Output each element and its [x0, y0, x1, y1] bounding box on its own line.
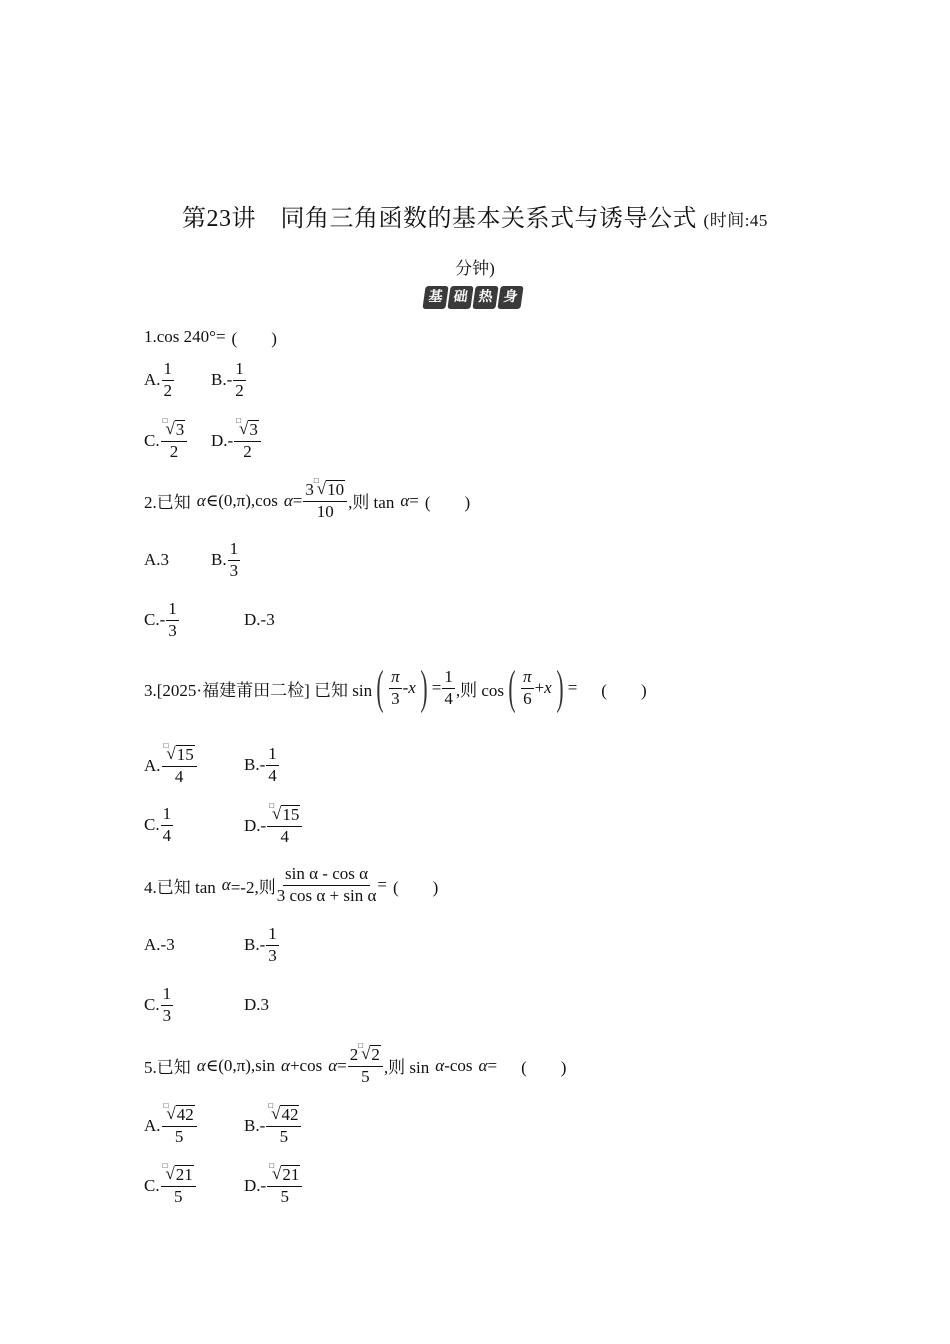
var-alpha: α — [328, 1055, 338, 1075]
var-x: x — [544, 678, 552, 697]
fraction — [266, 1101, 301, 1146]
fraction — [521, 668, 534, 708]
q2-option-b[interactable] — [211, 540, 241, 580]
radicand: 21 — [175, 1165, 193, 1184]
question-4 — [144, 865, 438, 905]
var-alpha: α — [400, 490, 410, 510]
q2-option-c[interactable] — [144, 600, 180, 640]
text: = — [567, 678, 578, 697]
denominator: 3 — [162, 1005, 172, 1025]
option-label: B.- — [244, 755, 266, 775]
var-alpha: α — [221, 875, 231, 895]
text: = — [431, 678, 442, 697]
q1-option-d[interactable] — [211, 416, 262, 461]
denominator: 2 — [243, 441, 252, 461]
numerator: 1 — [266, 925, 279, 946]
denominator: 2 — [235, 380, 244, 400]
radicand: 21 — [282, 1165, 300, 1184]
denominator: 5 — [279, 1126, 289, 1146]
fraction — [266, 925, 279, 965]
denominator: 5 — [280, 1186, 290, 1206]
text: -cos — [444, 1055, 473, 1075]
sqrt: □ √ 3 — [236, 416, 258, 439]
radicand: 10 — [327, 480, 345, 499]
numerator: 1 — [166, 600, 179, 621]
fraction — [348, 1041, 383, 1086]
q5-option-a[interactable] — [144, 1101, 198, 1146]
option-label: D.- — [244, 815, 267, 835]
radicand: 15 — [282, 805, 300, 824]
badge-char: 基 — [422, 286, 448, 309]
page-title — [0, 198, 950, 233]
fraction — [277, 865, 377, 905]
denominator: 4 — [162, 825, 172, 845]
denominator: 5 — [173, 1186, 183, 1206]
option-label: B. — [211, 550, 227, 570]
text: = — [409, 490, 419, 510]
text: = — [337, 1055, 347, 1075]
denominator: 4 — [268, 765, 277, 785]
fraction — [234, 416, 261, 461]
option-label: C. — [144, 430, 160, 450]
q3-option-d[interactable] — [244, 801, 303, 846]
badge-char: 热 — [472, 286, 498, 309]
denominator: 5 — [174, 1126, 184, 1146]
option-label: C. — [144, 995, 160, 1015]
denominator: 10 — [316, 501, 334, 521]
numerator: π — [521, 668, 534, 689]
q2-option-d[interactable]: D.-3 — [244, 610, 275, 629]
text: ,则 sin — [383, 1058, 430, 1078]
var-alpha: α — [478, 1055, 488, 1075]
var-alpha: α — [435, 1055, 445, 1075]
var-x: x — [408, 678, 416, 697]
q4-option-d[interactable]: D.3 — [244, 995, 270, 1014]
numerator: 1 — [442, 668, 455, 689]
radicand: 42 — [176, 1105, 194, 1124]
numerator: 1 — [161, 805, 174, 826]
option-label: D.- — [244, 1175, 267, 1195]
option-label: C. — [144, 815, 160, 835]
text: ∈(0,π),cos — [205, 490, 278, 510]
sqrt: □ √ 2 — [358, 1041, 380, 1064]
text: ∈(0,π),sin — [205, 1055, 276, 1075]
text: = — [487, 1055, 498, 1075]
var-alpha: α — [196, 1055, 206, 1075]
var-alpha: α — [283, 490, 293, 510]
denominator: 3 cos α + sin α — [276, 885, 377, 905]
numerator: 1 — [228, 540, 241, 561]
text: =-2,则 — [230, 877, 276, 897]
fraction — [166, 600, 179, 640]
text: 2.已知 — [144, 493, 191, 513]
fraction — [161, 416, 188, 461]
answer-blank: ( ) — [392, 877, 439, 897]
sqrt: □ √ 15 — [269, 801, 300, 824]
fraction — [442, 668, 455, 708]
numerator: π — [389, 668, 402, 689]
radicand: 2 — [371, 1045, 380, 1064]
text: 4.已知 tan — [144, 877, 216, 897]
answer-blank: ( ) — [424, 493, 471, 513]
option-label: A. — [144, 755, 161, 775]
fraction — [266, 745, 279, 785]
option-label: D.- — [211, 430, 234, 450]
q4-option-c[interactable] — [144, 985, 174, 1025]
q5-option-c[interactable] — [144, 1161, 197, 1206]
radicand: 15 — [176, 745, 194, 764]
denominator: 3 — [268, 945, 277, 965]
fraction — [161, 805, 174, 845]
badge-char: 础 — [447, 286, 473, 309]
text: 5.已知 — [144, 1058, 191, 1078]
fraction — [161, 985, 174, 1025]
text: + — [534, 678, 545, 697]
denominator: 4 — [280, 826, 290, 846]
fraction — [267, 801, 302, 846]
answer-blank: ( ) — [601, 680, 647, 700]
option-label: B.- — [244, 935, 266, 955]
denominator: 2 — [163, 380, 173, 400]
title-time-cont: 分钟) — [455, 259, 495, 278]
fraction — [228, 540, 241, 580]
numerator: sin α - cos α — [283, 865, 370, 886]
q3-option-b[interactable] — [244, 745, 280, 785]
numerator: 1 — [162, 360, 175, 381]
sqrt: □ √ 42 — [163, 1101, 194, 1124]
radicand: 3 — [249, 420, 258, 439]
badge-char: 身 — [497, 286, 523, 309]
var-alpha: α — [281, 1055, 290, 1075]
sqrt: □ √ 21 — [162, 1161, 193, 1184]
option-label: A. — [144, 370, 161, 390]
q4-option-a[interactable]: A.-3 — [144, 935, 175, 954]
option-label: B.- — [244, 1115, 266, 1135]
denominator: 3 — [168, 620, 177, 640]
question-3: 3.[2025·福建莆田二检] 已知 sin ( $\frac{\pi}{3}$ - x ) = $\frac{1}{4}$ ,则 cos ( $\frac{\pi}{6}$ + x ) = ( ) — [144, 661, 647, 714]
text: - — [402, 678, 409, 697]
q1-option-b[interactable] — [211, 360, 247, 400]
text: 3.[2025·福建莆田二检] 已知 sin — [144, 680, 373, 700]
sqrt: □ √ 15 — [163, 741, 194, 764]
fraction — [162, 741, 197, 786]
numerator: 1 — [266, 745, 279, 766]
q2-option-a[interactable]: A.3 — [144, 550, 170, 569]
fraction — [389, 668, 402, 708]
title-time: (时间:45 — [703, 211, 768, 230]
text: = — [377, 875, 387, 895]
text: = — [292, 490, 303, 510]
question-2 — [144, 476, 471, 521]
denominator: 2 — [169, 441, 179, 461]
q1-option-c[interactable] — [144, 416, 188, 461]
sqrt: □ √ 42 — [268, 1101, 299, 1124]
sqrt: □ √ 21 — [269, 1161, 300, 1184]
q1-option-a[interactable] — [144, 360, 175, 400]
fraction — [233, 360, 246, 400]
title-main: 第23讲 同角三角函数的基本关系式与诱导公式 — [182, 206, 698, 232]
text: +cos — [289, 1055, 323, 1075]
numerator: 1 — [161, 985, 174, 1006]
fraction — [303, 476, 347, 521]
sqrt: □ √ 3 — [162, 416, 185, 439]
answer-blank: ( ) — [521, 1058, 567, 1078]
denominator: 5 — [361, 1066, 370, 1086]
fraction — [162, 1101, 197, 1146]
numerator: 1 — [233, 360, 246, 381]
coef: 2 — [349, 1044, 359, 1064]
fraction — [267, 1161, 302, 1206]
section-badge — [424, 286, 522, 309]
radicand: 42 — [281, 1105, 299, 1124]
q4-option-b[interactable] — [244, 925, 280, 965]
radicand: 3 — [175, 420, 185, 439]
fraction — [161, 1161, 196, 1206]
fraction — [162, 360, 175, 400]
q1-stem: 1.cos 240°= — [144, 326, 226, 346]
sqrt: □ √ 10 — [313, 476, 345, 499]
option-label: A. — [144, 1115, 161, 1135]
q3-option-c[interactable] — [144, 805, 174, 845]
option-label: B.- — [211, 370, 233, 390]
denominator: 3 — [229, 560, 239, 580]
text: ,则 tan — [348, 493, 395, 513]
option-label: C.- — [144, 610, 166, 630]
denominator: 4 — [444, 688, 453, 708]
question-1 — [144, 324, 277, 349]
denominator: 4 — [174, 766, 184, 786]
q5-option-b[interactable] — [244, 1101, 302, 1146]
question-5 — [144, 1041, 567, 1086]
coef: 3 — [305, 479, 314, 499]
answer-blank: ( ) — [231, 329, 277, 348]
q5-option-d[interactable] — [244, 1161, 303, 1206]
denominator: 6 — [523, 688, 532, 708]
q3-option-a[interactable] — [144, 741, 198, 786]
denominator: 3 — [391, 688, 400, 708]
var-alpha: α — [196, 490, 206, 510]
text: ,则 cos — [455, 680, 505, 700]
option-label: C. — [144, 1175, 160, 1195]
